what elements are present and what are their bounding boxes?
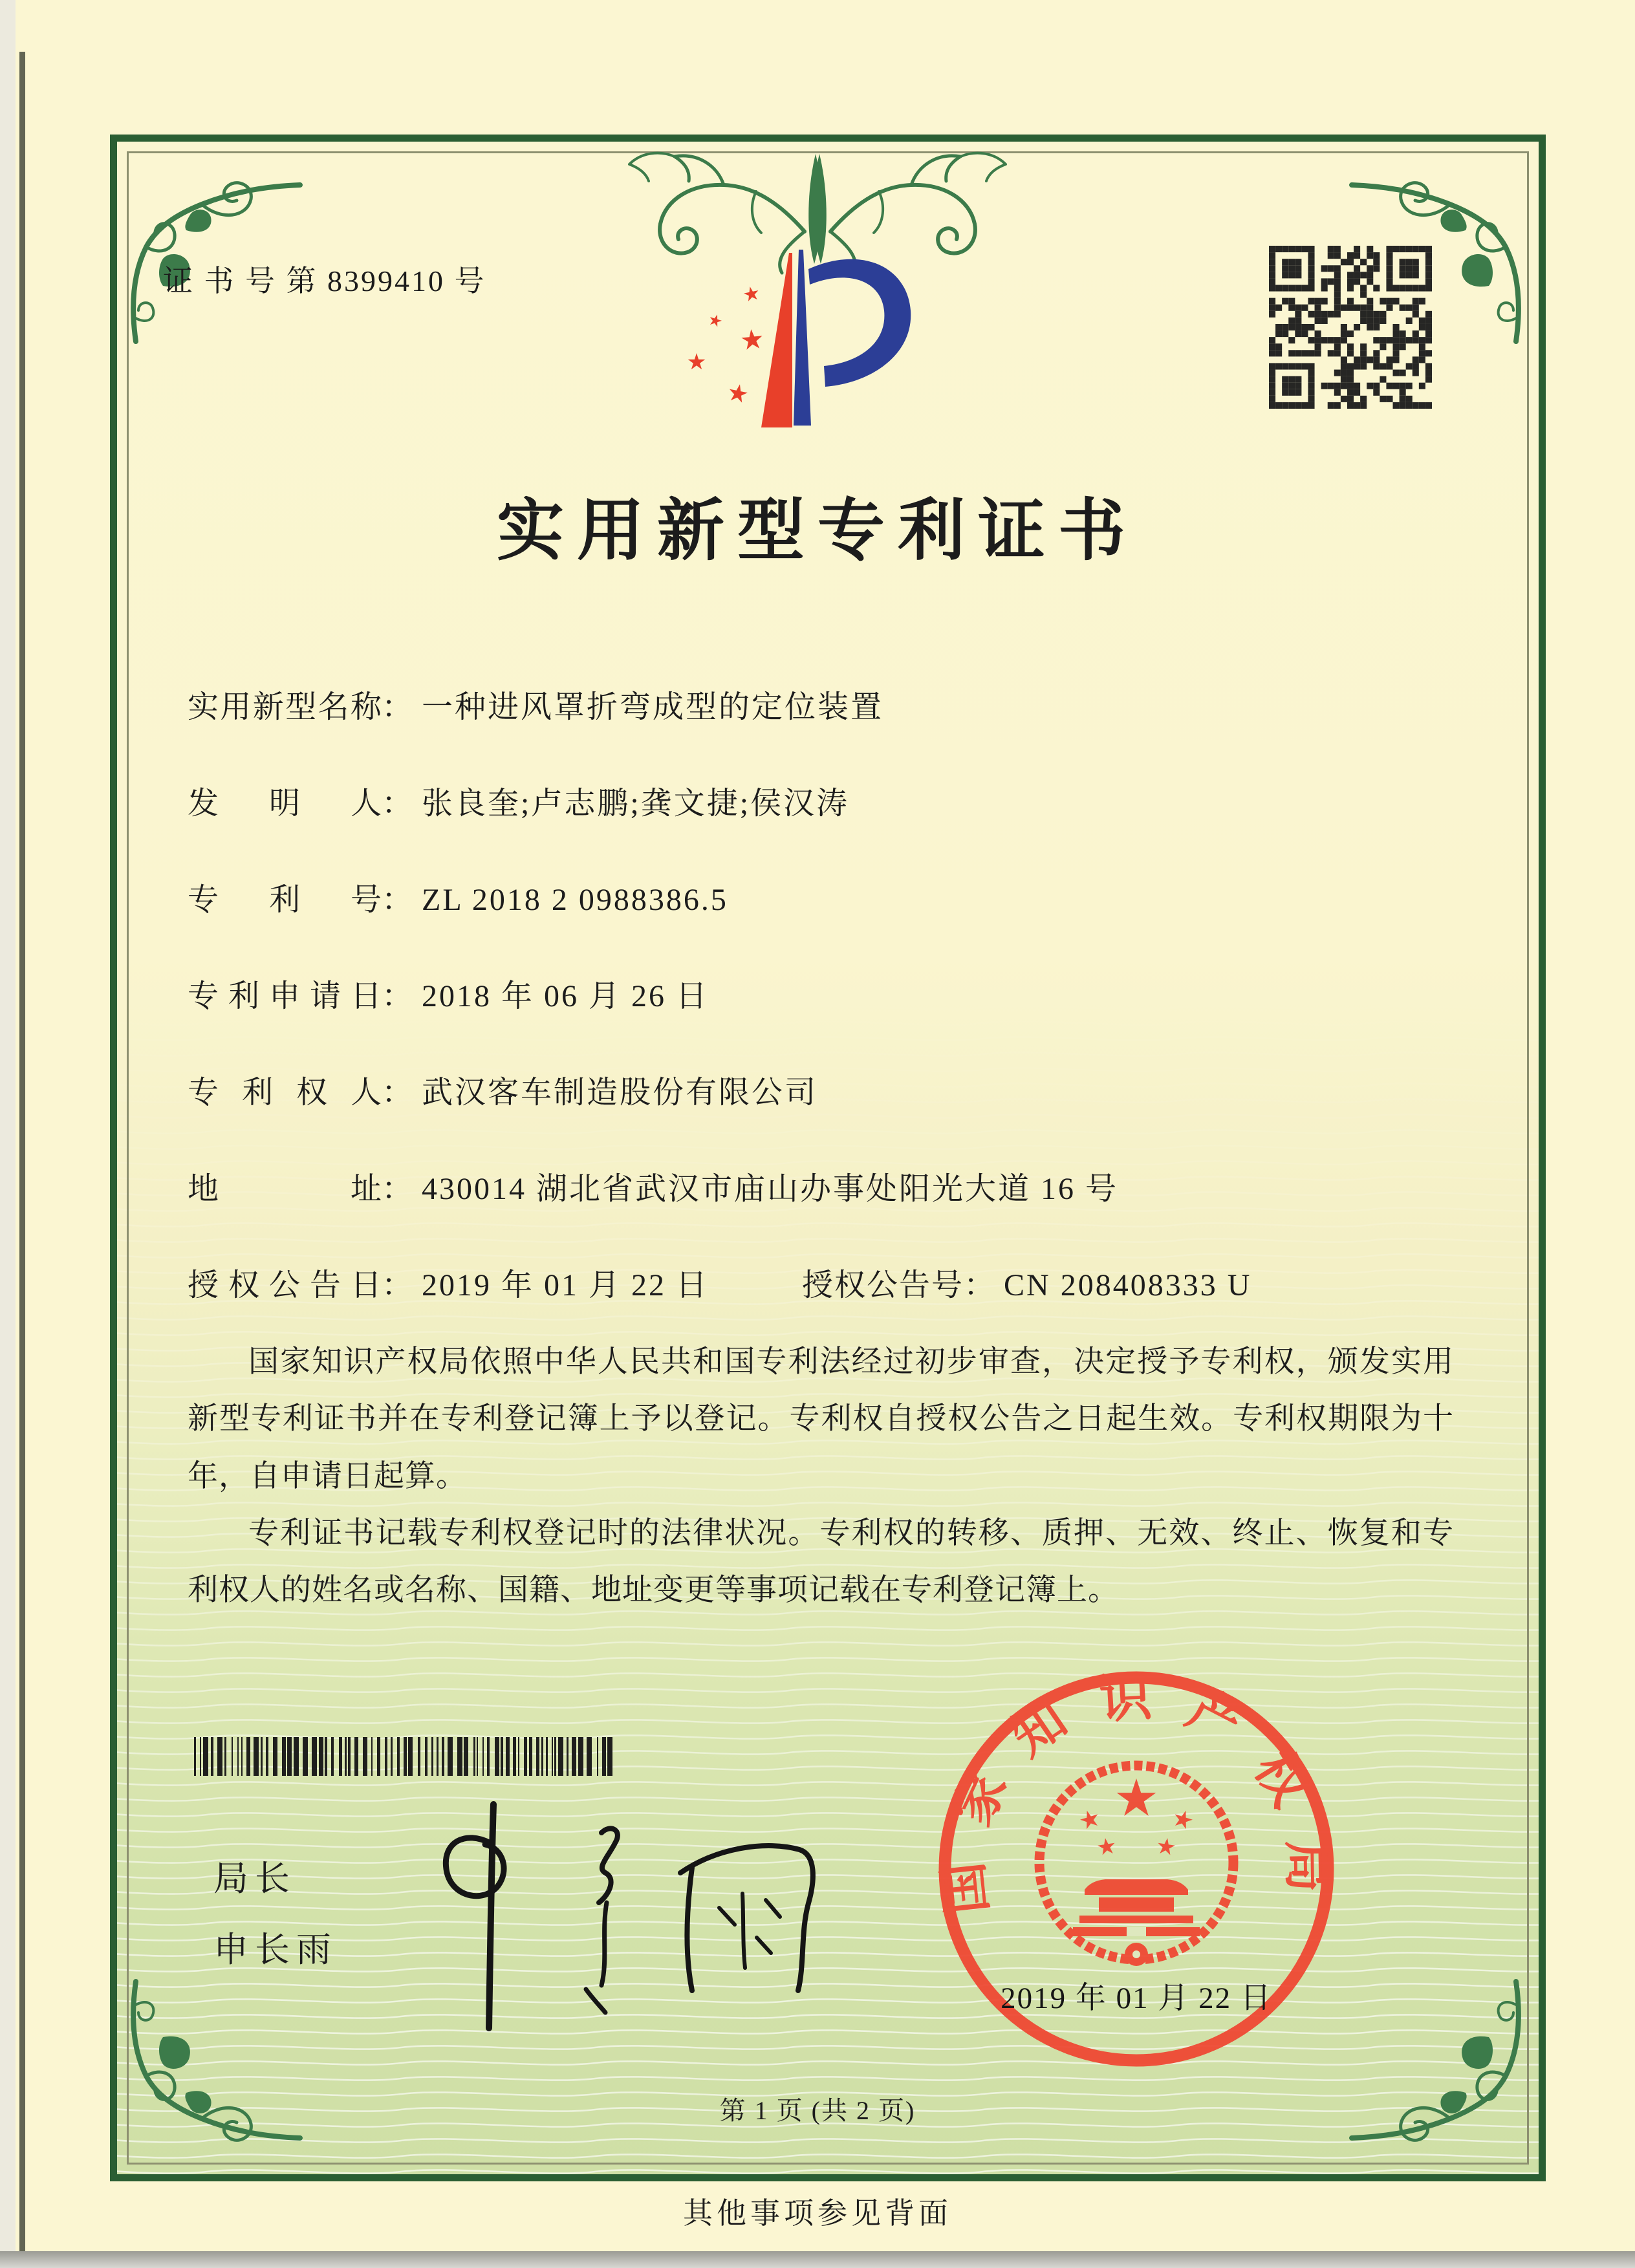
signature-strokes bbox=[446, 1804, 813, 2028]
field-colon: ： bbox=[382, 1172, 413, 1206]
field-colon: ： bbox=[382, 690, 413, 724]
star-icon bbox=[1175, 1811, 1193, 1830]
star-icon bbox=[1080, 1811, 1098, 1830]
field-value: CN 208408333 U bbox=[1004, 1268, 1252, 1302]
fields-block bbox=[188, 678, 1459, 1352]
field-colon: ： bbox=[382, 979, 413, 1013]
seal-text: 国家知识产权局 bbox=[935, 1669, 1336, 1917]
certificate-number: 证 书 号 第 8399410 号 bbox=[163, 265, 486, 297]
star-icon bbox=[1117, 1778, 1156, 1816]
field-label: 专 利 权 人 bbox=[188, 1075, 382, 1110]
paragraph-legal-1: 国家知识产权局依照中华人民共和国专利法经过初步审查，决定授予专利权，颁发实用新型专利证书并在专利登记簿上予以登记。专利权自授权公告之日起生效。专利权期限为十年，自申请日起算。 bbox=[188, 1345, 1454, 1493]
field-colon: ： bbox=[964, 1268, 995, 1302]
field-label: 专 利 申 请 日 bbox=[188, 979, 382, 1013]
field-inventors bbox=[188, 774, 1459, 834]
legal-paragraphs bbox=[188, 1334, 1454, 1619]
star-icon bbox=[744, 286, 758, 301]
star-icon bbox=[741, 329, 762, 350]
corner-ornament-bottom-right bbox=[1347, 1979, 1528, 2160]
qr-code bbox=[1269, 246, 1432, 409]
star-icon bbox=[730, 384, 748, 402]
field-value: 2018 年 06 月 26 日 bbox=[422, 979, 709, 1013]
field-value: 一种进风罩折弯成型的定位装置 bbox=[422, 690, 884, 724]
cnipa-logo bbox=[660, 212, 938, 464]
scan-edge-bottom bbox=[0, 2251, 1635, 2268]
director-signature bbox=[388, 1771, 854, 2049]
field-label: 授 权 公 告 日 bbox=[188, 1268, 382, 1302]
star-icon bbox=[1098, 1838, 1114, 1855]
field-utility-model-name bbox=[188, 678, 1459, 737]
field-colon: ： bbox=[382, 1268, 413, 1302]
director-title-label: 局长 bbox=[213, 1859, 296, 1898]
back-note: 其他事项参见背面 bbox=[683, 2197, 952, 2230]
field-address bbox=[188, 1160, 1459, 1219]
scan-edge-left-white bbox=[0, 0, 16, 2268]
corner-ornament-top-left bbox=[124, 163, 305, 344]
field-patentee bbox=[188, 1063, 1459, 1123]
field-grant-number bbox=[802, 1256, 1251, 1315]
star-icon bbox=[1158, 1838, 1175, 1855]
field-value: 2019 年 01 月 22 日 bbox=[422, 1268, 709, 1302]
logo-p-stem bbox=[794, 250, 811, 426]
page-title: 实用新型专利证书 bbox=[496, 494, 1138, 568]
star-icon bbox=[710, 314, 722, 327]
field-label: 地 址 bbox=[188, 1172, 382, 1206]
field-value: 430014 湖北省武汉市庙山办事处阳光大道 16 号 bbox=[422, 1172, 1119, 1206]
field-colon: ： bbox=[382, 883, 413, 917]
logo-p-bowl bbox=[808, 259, 911, 387]
logo-red-wedge bbox=[761, 253, 792, 427]
page-number: 第 1 页 (共 2 页) bbox=[719, 2096, 916, 2125]
field-grant bbox=[188, 1256, 1459, 1315]
field-patent-number bbox=[188, 870, 1459, 930]
logo-stars bbox=[688, 286, 763, 402]
national-emblem bbox=[1039, 1766, 1233, 1966]
field-colon: ： bbox=[382, 1075, 413, 1110]
paragraph-legal-2: 专利证书记载专利权登记时的法律状况。专利权的转移、质押、无效、终止、恢复和专利权人的姓名或名称、国籍、地址变更等事项记载在专利登记簿上。 bbox=[188, 1517, 1454, 1608]
scan-edge-left-dark bbox=[19, 52, 25, 2268]
field-label: 专 利 号 bbox=[188, 883, 382, 917]
director-name-label: 申长雨 bbox=[213, 1930, 338, 1969]
field-value: 张良奎;卢志鹏;龚文捷;侯汉涛 bbox=[422, 786, 850, 821]
field-value: 武汉客车制造股份有限公司 bbox=[422, 1075, 818, 1110]
field-label: 实 用 新 型 名 称 bbox=[188, 690, 382, 724]
field-label: 授权公告号 bbox=[802, 1268, 964, 1302]
barcode bbox=[194, 1737, 616, 1776]
corner-ornament-bottom-left bbox=[124, 1979, 305, 2160]
field-filing-date bbox=[188, 967, 1459, 1026]
seal-date: 2019 年 01 月 22 日 bbox=[1001, 1982, 1272, 2015]
star-icon bbox=[688, 353, 706, 369]
field-label: 发 明 人 bbox=[188, 786, 382, 821]
field-colon: ： bbox=[382, 786, 413, 821]
field-value: ZL 2018 2 0988386.5 bbox=[422, 883, 728, 917]
